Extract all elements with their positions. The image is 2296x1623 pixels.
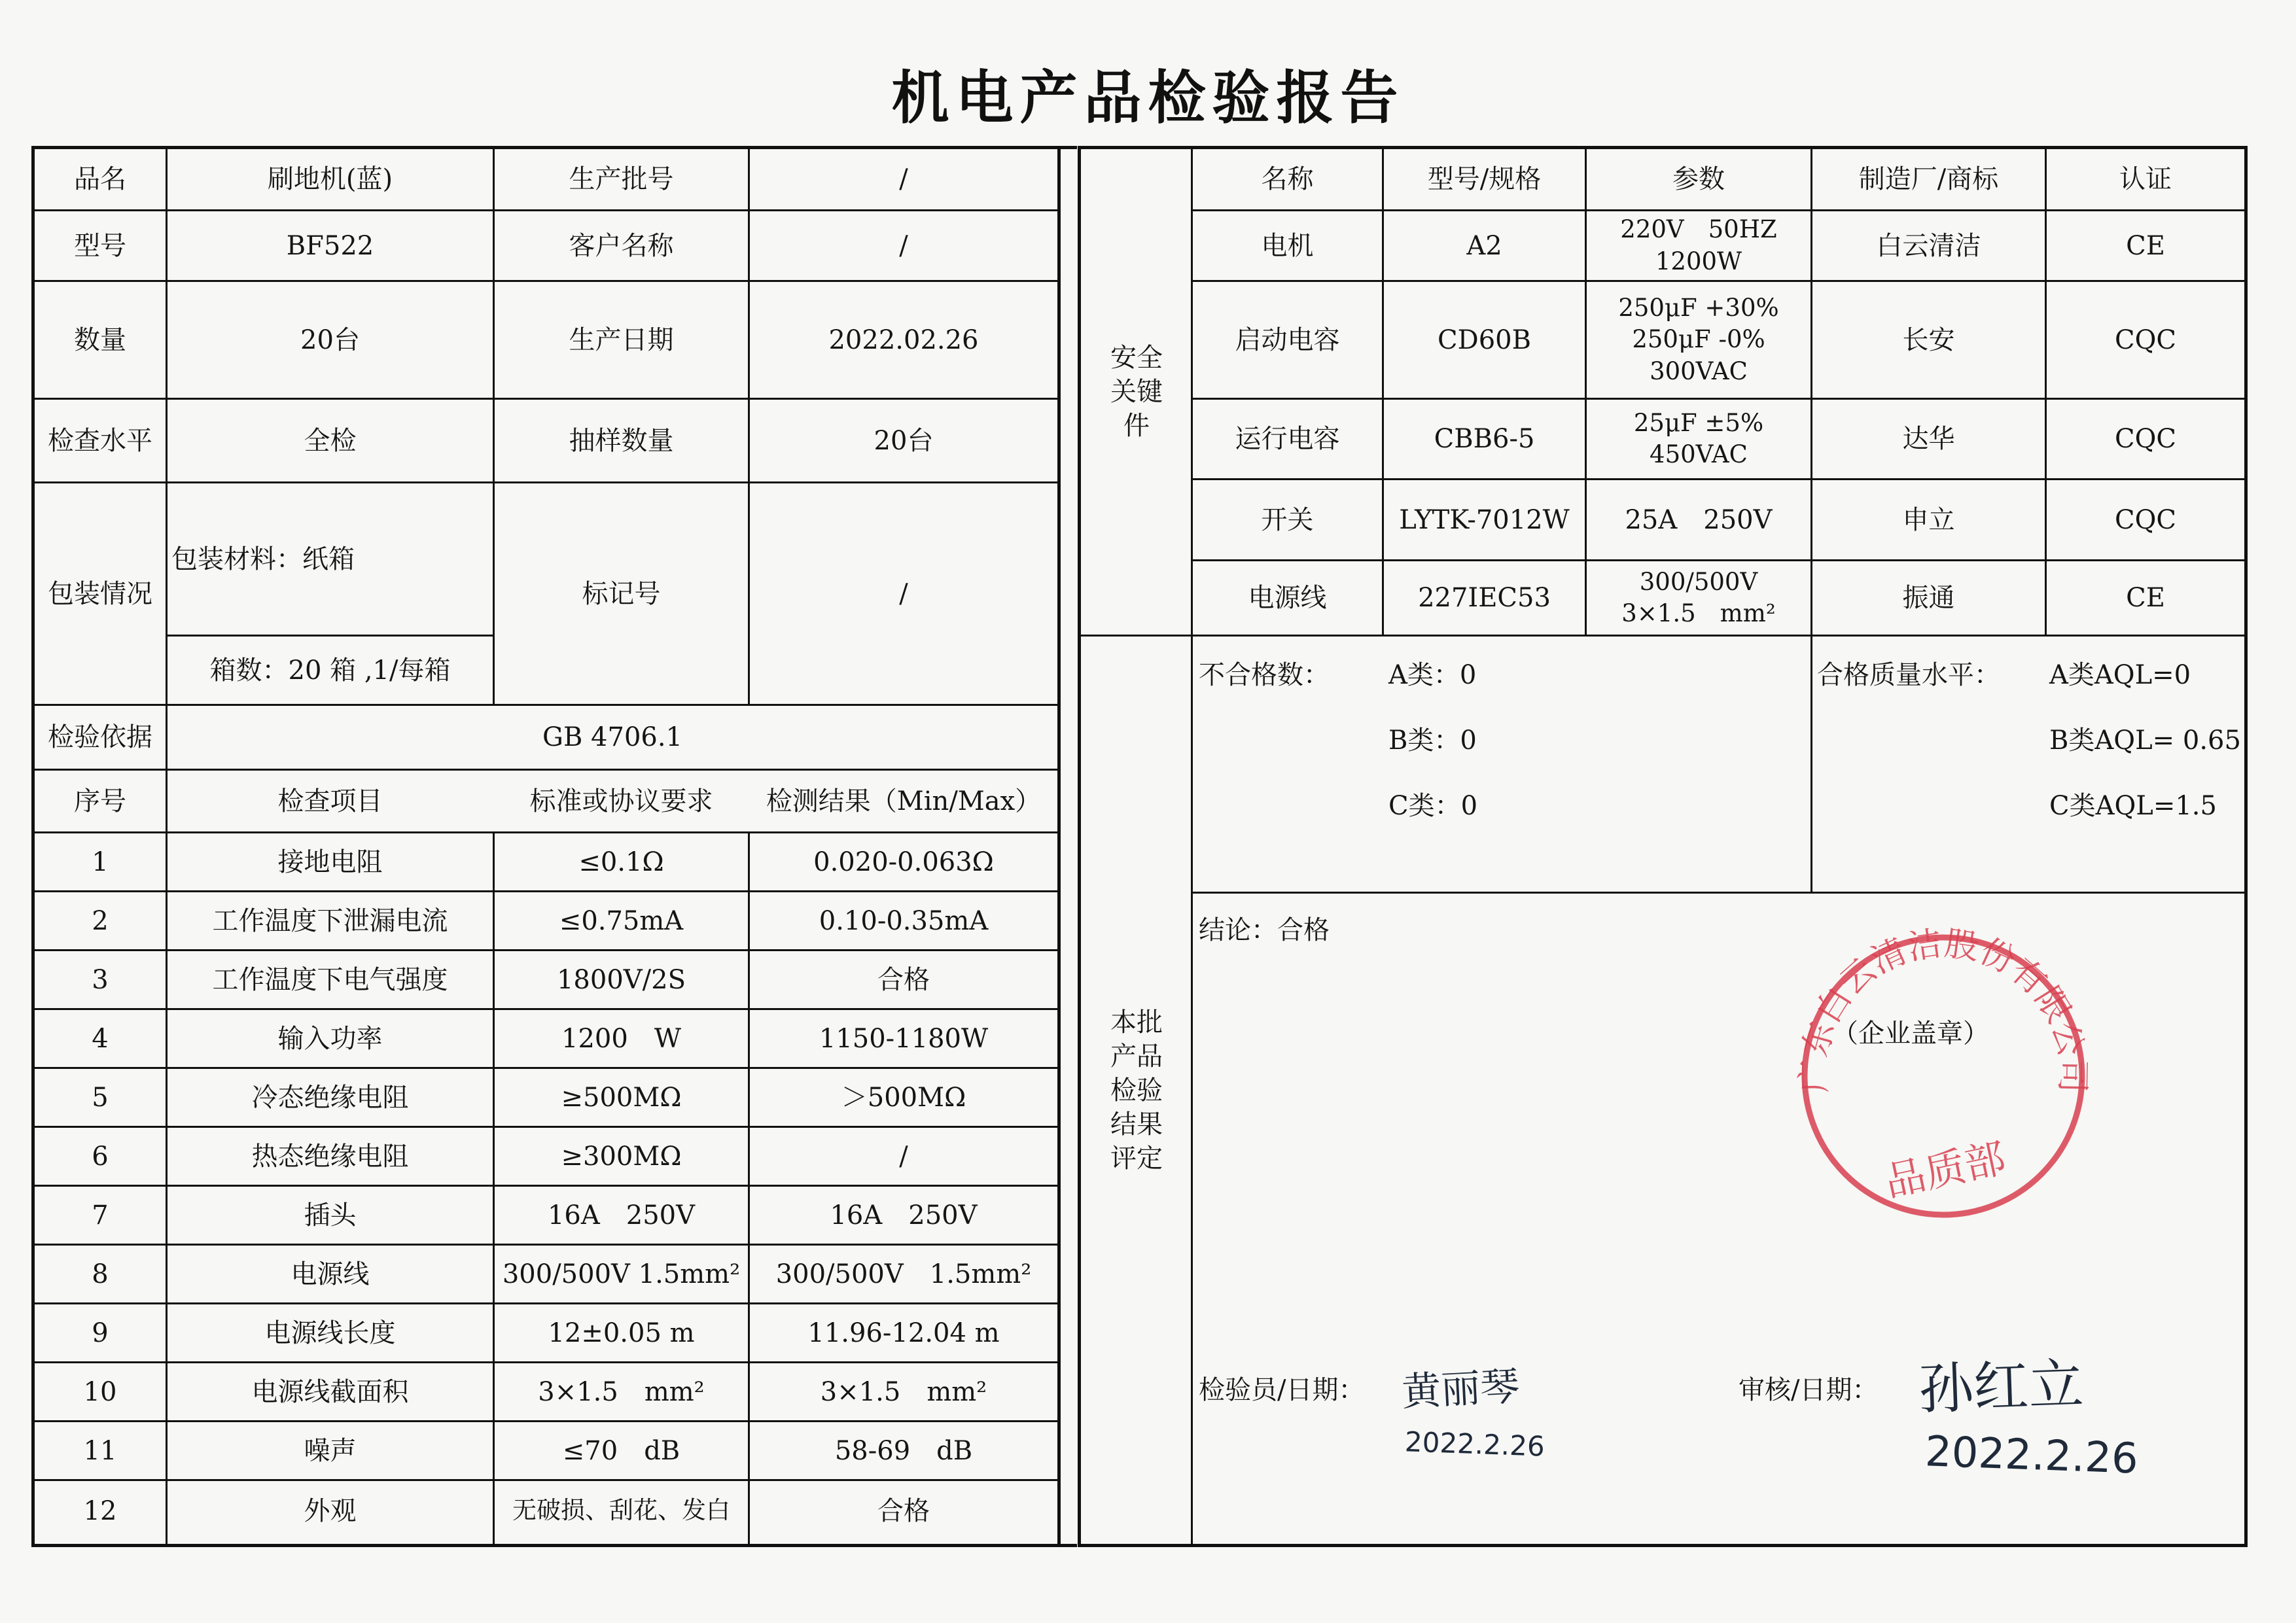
conclusion: 结论：合格 <box>1199 915 1330 945</box>
safety-section-label: 安全关键件 <box>1110 343 1163 441</box>
safety-row-2-maker: 长安 <box>1902 324 1955 355</box>
safety-and-evaluation-panel <box>1078 146 2248 1547</box>
test-row-4-no: 4 <box>92 1023 109 1054</box>
level-label: 检查水平 <box>48 425 152 456</box>
evaluation-section-label: 本批产品检验结果评定 <box>1110 1007 1163 1174</box>
aql-c: C类AQL=1.5 <box>2049 791 2217 821</box>
test-row-7-item: 插头 <box>304 1200 357 1230</box>
nonconform-b: B类：0 <box>1388 725 1477 756</box>
pack-material: 包装材料：纸箱 <box>171 544 355 574</box>
safety-header-maker: 制造厂/商标 <box>1858 164 1999 194</box>
test-row-2-result: 0.10-0.35mA <box>819 905 989 936</box>
test-row-11-result: 58-69 dB <box>834 1435 973 1466</box>
date-value: 2022.02.26 <box>828 324 979 355</box>
safety-header-model: 型号/规格 <box>1427 164 1542 194</box>
test-row-3-no: 3 <box>92 964 109 995</box>
aql-b: B类AQL= 0.65 <box>2049 725 2241 756</box>
safety-row-3-maker: 达华 <box>1902 424 1955 454</box>
safety-header-param: 参数 <box>1672 164 1725 194</box>
date-label: 生产日期 <box>569 324 674 355</box>
safety-row-5-name: 电源线 <box>1248 583 1327 613</box>
test-row-11-no: 11 <box>83 1435 117 1466</box>
safety-header-name: 名称 <box>1261 164 1314 194</box>
test-row-3-standard: 1800V/2S <box>556 964 686 995</box>
safety-row-5-maker: 振通 <box>1902 583 1955 613</box>
product-name-value: 刷地机(蓝) <box>267 164 393 194</box>
model-value: BF522 <box>286 230 374 261</box>
product-info-panel <box>31 146 1061 1547</box>
test-row-8-item: 电源线 <box>291 1259 370 1289</box>
test-row-8-no: 8 <box>92 1259 109 1289</box>
safety-row-1-param: 220V 50HZ 1200W <box>1620 215 1777 275</box>
mark-label: 标记号 <box>582 578 661 609</box>
test-row-11-item: 噪声 <box>304 1435 357 1466</box>
test-row-1-item: 接地电阻 <box>277 846 383 877</box>
test-row-8-standard: 300/500V 1.5mm² <box>502 1259 741 1289</box>
seal-company-text: 广东白云清洁股份有限公司 <box>1794 926 2093 1094</box>
nonconform-a: A类：0 <box>1388 660 1477 690</box>
safety-row-1-maker: 白云清洁 <box>1876 230 1981 261</box>
reviewer-signature: 孙红立 <box>1917 1352 2085 1422</box>
safety-row-2-model: CD60B <box>1438 324 1531 355</box>
batch-value: / <box>899 164 908 194</box>
test-header-item: 检查项目 <box>277 786 383 816</box>
safety-row-4-maker: 申立 <box>1902 504 1955 535</box>
safety-row-3-param: 25μF ±5% 450VAC <box>1633 408 1764 468</box>
panel-gap <box>1055 146 1077 1547</box>
product-name-label: 品名 <box>74 164 126 194</box>
test-row-1-standard: ≤0.1Ω <box>578 846 664 877</box>
sample-value: 20台 <box>874 425 934 456</box>
test-row-7-result: 16A 250V <box>830 1200 978 1230</box>
test-row-2-no: 2 <box>92 905 109 936</box>
test-header-result: 检测结果（Min/Max） <box>766 786 1042 816</box>
test-row-10-result: 3×1.5 mm² <box>820 1376 987 1407</box>
test-row-5-standard: ≥500MΩ <box>561 1082 682 1113</box>
test-row-1-result: 0.020-0.063Ω <box>813 846 994 877</box>
safety-row-2-param: 250μF +30% 250μF -0% 300VAC <box>1618 294 1779 385</box>
basis-value: GB 4706.1 <box>542 722 683 752</box>
pack-label: 包装情况 <box>48 578 152 609</box>
test-row-10-standard: 3×1.5 mm² <box>538 1376 705 1407</box>
test-row-12-standard: 无破损、刮花、发白 <box>512 1496 730 1525</box>
test-row-4-result: 1150-1180W <box>819 1023 989 1054</box>
nonconform-c: C类：0 <box>1388 791 1478 821</box>
test-row-11-standard: ≤70 dB <box>562 1435 680 1466</box>
page-title: 机电产品检验报告 <box>891 64 1405 131</box>
safety-row-1-model: A2 <box>1466 230 1502 261</box>
test-row-12-result: 合格 <box>877 1495 930 1526</box>
nonconform-label: 不合格数： <box>1199 660 1330 690</box>
safety-row-4-param: 25A 250V <box>1625 504 1773 535</box>
test-row-4-standard: 1200 W <box>561 1023 681 1054</box>
test-row-3-result: 合格 <box>877 964 930 995</box>
mark-value: / <box>899 578 908 609</box>
test-header-standard: 标准或协议要求 <box>529 786 713 816</box>
test-row-12-no: 12 <box>83 1495 117 1526</box>
test-row-9-no: 9 <box>92 1318 109 1348</box>
safety-row-3-name: 运行电容 <box>1235 424 1340 454</box>
test-row-6-item: 热态绝缘电阻 <box>251 1141 409 1172</box>
test-row-6-result: / <box>899 1141 908 1172</box>
customer-label: 客户名称 <box>569 230 674 261</box>
test-row-2-item: 工作温度下泄漏电流 <box>212 905 448 936</box>
safety-row-5-param: 300/500V 3×1.5 mm² <box>1621 567 1776 627</box>
safety-row-3-model: CBB6-5 <box>1434 424 1535 454</box>
test-row-2-standard: ≤0.75mA <box>559 905 684 936</box>
safety-row-3-cert: CQC <box>2114 424 2176 454</box>
safety-header-cert: 认证 <box>2119 164 2172 194</box>
inspector-label: 检验员/日期： <box>1199 1375 1365 1405</box>
test-row-5-result: ＞500MΩ <box>841 1082 966 1113</box>
test-header-no: 序号 <box>74 786 126 816</box>
test-row-9-item: 电源线长度 <box>264 1318 396 1348</box>
test-row-10-item: 电源线截面积 <box>251 1376 409 1407</box>
safety-row-4-model: LYTK-7012W <box>1399 504 1570 535</box>
batch-label: 生产批号 <box>569 164 674 194</box>
safety-row-4-cert: CQC <box>2114 504 2176 535</box>
test-row-5-no: 5 <box>92 1082 109 1113</box>
pack-boxes: 箱数：20 箱 ,1/每箱 <box>209 655 451 686</box>
test-row-6-no: 6 <box>92 1141 109 1172</box>
test-row-3-item: 工作温度下电气强度 <box>212 964 448 995</box>
aql-label: 合格质量水平： <box>1817 660 2000 690</box>
test-row-12-item: 外观 <box>304 1495 357 1526</box>
safety-row-1-cert: CE <box>2126 230 2165 261</box>
aql-a: A类AQL=0 <box>2049 660 2191 690</box>
level-value: 全检 <box>304 425 357 456</box>
sample-label: 抽样数量 <box>569 425 674 456</box>
safety-row-1-name: 电机 <box>1261 230 1314 261</box>
model-label: 型号 <box>74 230 126 261</box>
safety-row-2-cert: CQC <box>2114 324 2176 355</box>
safety-row-5-cert: CE <box>2126 583 2165 613</box>
test-row-6-standard: ≥300MΩ <box>561 1141 682 1172</box>
test-row-7-standard: 16A 250V <box>547 1200 696 1230</box>
safety-row-4-name: 开关 <box>1261 504 1314 535</box>
reviewer-label: 审核/日期： <box>1739 1375 1879 1405</box>
safety-row-5-model: 227IEC53 <box>1418 583 1551 613</box>
inspector-date: 2022.2.26 <box>1404 1425 1545 1463</box>
safety-row-2-name: 启动电容 <box>1235 324 1340 355</box>
test-row-4-item: 输入功率 <box>277 1023 383 1054</box>
seal-dept-text: 品质部 <box>1881 1134 2010 1206</box>
basis-label: 检验依据 <box>48 722 152 752</box>
test-row-7-no: 7 <box>92 1200 109 1230</box>
test-row-9-result: 11.96-12.04 m <box>807 1318 1000 1348</box>
test-row-8-result: 300/500V 1.5mm² <box>775 1259 1032 1289</box>
test-row-9-standard: 12±0.05 m <box>548 1318 695 1348</box>
reviewer-date: 2022.2.26 <box>1924 1427 2139 1484</box>
qty-label: 数量 <box>74 324 126 355</box>
stamp-note: （企业盖章） <box>1832 1019 1989 1049</box>
test-row-10-no: 10 <box>83 1376 117 1407</box>
customer-value: / <box>899 230 908 261</box>
test-row-5-item: 冷态绝缘电阻 <box>251 1082 409 1113</box>
inspector-signature: 黄丽琴 <box>1400 1363 1521 1416</box>
qty-value: 20台 <box>300 324 360 355</box>
company-seal <box>1793 926 2094 1227</box>
test-row-1-no: 1 <box>92 846 109 877</box>
